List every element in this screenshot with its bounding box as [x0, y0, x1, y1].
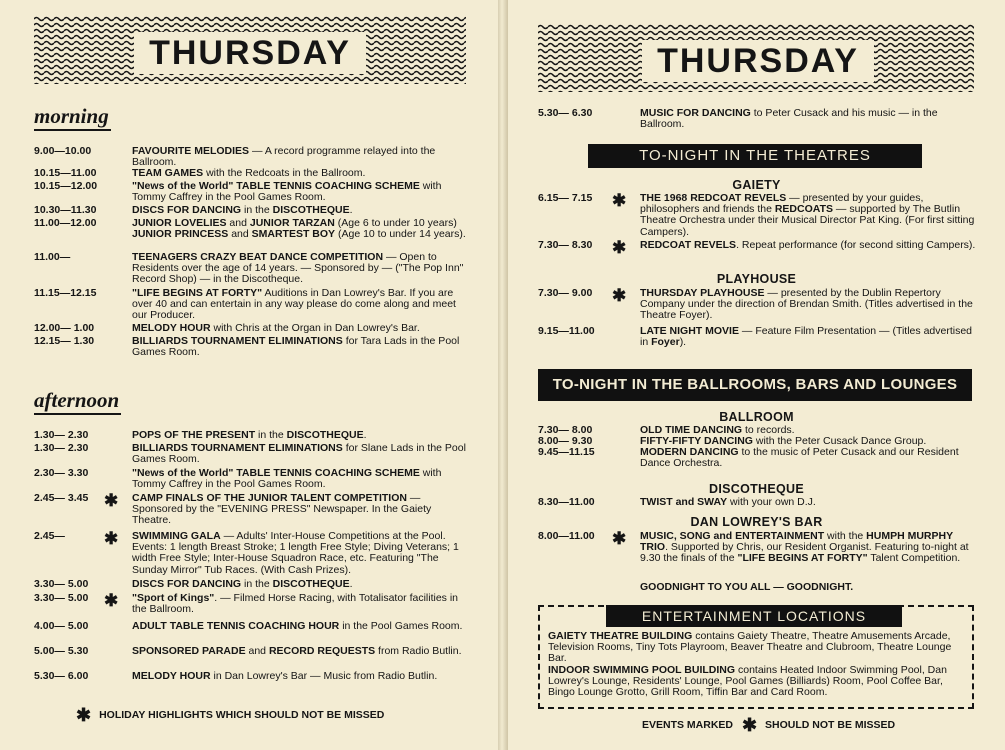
time-label: 5.30— 6.30: [538, 107, 593, 119]
page-title: THURSDAY: [134, 32, 366, 74]
time-label: 1.30— 2.30: [34, 429, 89, 441]
ballrooms-banner: TO-NIGHT IN THE BALLROOMS, BARS AND LOUNGES: [538, 369, 972, 401]
time-label: 3.30— 5.00: [34, 592, 89, 604]
asterisk-star-icon: ✱: [76, 705, 92, 725]
event-description: DISCS FOR DANCING in the DISCOTHEQUE.: [132, 204, 353, 216]
time-label: 9.15—11.00: [538, 325, 595, 337]
time-label: 8.00—11.00: [538, 530, 595, 542]
locations-box: [538, 605, 974, 709]
time-label: 2.45— 3.45: [34, 492, 89, 504]
event-description: "News of the World" TABLE TENNIS COACHING SCHEME with Tommy Caffrey in the Pool Games Room.: [132, 467, 442, 491]
time-label: 8.00— 9.30: [538, 435, 593, 447]
right-page: [508, 0, 1005, 750]
time-label: 2.45—: [34, 530, 65, 542]
time-label: 8.30—11.00: [538, 496, 595, 508]
book-gutter: [498, 0, 508, 750]
discotheque-venue: DISCOTHEQUE: [709, 482, 804, 496]
playhouse-venue: PLAYHOUSE: [716, 272, 797, 286]
event-description: DISCS FOR DANCING in the DISCOTHEQUE.: [132, 578, 353, 590]
time-label: 9.45—11.15: [538, 446, 595, 458]
asterisk-star-icon: ✱: [612, 238, 627, 257]
left-banner: [34, 16, 466, 84]
event-description: OLD TIME DANCING to records.: [640, 424, 795, 436]
event-description: SPONSORED PARADE and RECORD REQUESTS from Radio Butlin.: [132, 645, 462, 657]
asterisk-star-icon: ✱: [104, 529, 119, 548]
time-label: 10.15—12.00: [34, 180, 98, 192]
event-description: THURSDAY PLAYHOUSE — presented by the Dublin Repertory Company under the direction of Brendan Smith. (Titles advertised in the Theatre Foyer).: [640, 287, 973, 322]
time-label: 7.30— 8.30: [538, 239, 593, 251]
event-description: "LIFE BEGINS AT FORTY" Auditions in Dan Lowrey's Bar. If you are over 40 and can entertain in any way please do come along and meet our Producer.: [132, 287, 456, 322]
event-description: MUSIC, SONG and ENTERTAINMENT with the HUMPH MURPHY TRIO. Supported by Chris, our Resident Organist. Featuring to-night at 9.30 the finals of the "LIFE BEGINS AT FORTY" Talent Competition.: [640, 530, 969, 565]
morning-heading: morning: [34, 104, 111, 131]
time-label: 11.15—12.15: [34, 287, 97, 299]
event-description: ADULT TABLE TENNIS COACHING HOUR in the Pool Games Room.: [132, 620, 463, 632]
time-label: 3.30— 5.00: [34, 578, 89, 590]
asterisk-star-icon: ✱: [104, 491, 119, 510]
time-label: 2.30— 3.30: [34, 467, 89, 479]
theatres-banner: TO-NIGHT IN THE THEATRES: [588, 144, 922, 168]
asterisk-star-icon: ✱: [612, 286, 627, 305]
event-description: "Sport of Kings". — Filmed Horse Racing, with Totalisator facilities in the Ballroom.: [132, 592, 459, 616]
asterisk-star-icon: ✱: [612, 529, 627, 548]
gaiety-venue: GAIETY: [732, 178, 781, 192]
event-description: FAVOURITE MELODIES — A record programme relayed into the Ballroom.: [132, 145, 436, 169]
event-description: POPS OF THE PRESENT in the DISCOTHEQUE.: [132, 429, 367, 441]
right-banner: [538, 24, 974, 92]
asterisk-star-icon: ✱: [741, 715, 758, 735]
time-label: 1.30— 2.30: [34, 442, 89, 454]
events-footer: EVENTS MARKED ✱ SHOULD NOT BE MISSED: [642, 715, 896, 735]
highlights-footer: ✱ HOLIDAY HIGHLIGHTS WHICH SHOULD NOT BE MISSED: [76, 705, 385, 725]
page-title: THURSDAY: [642, 40, 874, 82]
afternoon-heading: afternoon: [34, 388, 121, 415]
event-description: BILLIARDS TOURNAMENT ELIMINATIONS for Slane Lads in the Pool Games Room.: [132, 442, 466, 466]
time-label: 10.30—11.30: [34, 204, 97, 216]
time-label: 10.15—11.00: [34, 167, 97, 179]
event-description: SWIMMING GALA — Adults' Inter-House Competitions at the Pool. Events: 1 length Breast Stroke; 1 length Free Style; Diving Veterans; 1 width Free Style; Inter-House Squadron Race, etc. Featuring "The Sunday Mirror" Tub Races. (With Cash Prizes).: [132, 530, 459, 576]
time-label: 11.00—12.00: [34, 217, 97, 229]
asterisk-star-icon: ✱: [104, 591, 119, 610]
left-page: [0, 0, 498, 750]
event-description: REDCOAT REVELS. Repeat performance (for second sitting Campers).: [640, 239, 976, 251]
event-description: MUSIC FOR DANCING to Peter Cusack and his music — in the Ballroom.: [640, 107, 938, 131]
event-description: BILLIARDS TOURNAMENT ELIMINATIONS for Tara Lads in the Pool Games Room.: [132, 335, 460, 359]
time-label: 4.00— 5.00: [34, 620, 89, 632]
event-description: TEAM GAMES with the Redcoats in the Ballroom.: [132, 167, 366, 179]
dan-lowreys-venue: DAN LOWREY'S BAR: [690, 515, 823, 529]
time-label: 9.00—10.00: [34, 145, 92, 157]
time-label: 5.30— 6.00: [34, 670, 89, 682]
event-description: MODERN DANCING to the music of Peter Cusack and our Resident Dance Orchestra.: [640, 446, 959, 470]
event-description: TEENAGERS CRAZY BEAT DANCE COMPETITION — Open to Residents over the age of 14 years. — Sponsored by — ("The Pop Inn" Record Shop) — in the Discotheque.: [132, 251, 464, 286]
time-label: 7.30— 9.00: [538, 287, 593, 299]
time-label: 5.00— 5.30: [34, 645, 89, 657]
event-description: MELODY HOUR in Dan Lowrey's Bar — Music from Radio Butlin.: [132, 670, 438, 682]
time-label: 11.00—: [34, 251, 71, 263]
time-label: 12.00— 1.00: [34, 322, 95, 334]
time-label: 6.15— 7.15: [538, 192, 593, 204]
event-description: MELODY HOUR with Chris at the Organ in Dan Lowrey's Bar.: [132, 322, 420, 334]
locations-title: ENTERTAINMENT LOCATIONS: [606, 605, 902, 627]
event-description: CAMP FINALS OF THE JUNIOR TALENT COMPETITION — Sponsored by the "EVENING PRESS" Newspaper. In the Gaiety Theatre.: [132, 492, 432, 527]
asterisk-star-icon: ✱: [612, 191, 627, 210]
time-label: 12.15— 1.30: [34, 335, 95, 347]
locations-text: GAIETY THEATRE BUILDING contains Gaiety Theatre, Theatre Amusements Arcade, Television Rooms, Tiny Tots Playroom, Beaver Theatre and Clubroom, Theatre Lounge Bar. INDOOR SWIMMING POOL BUILDING contains Heated Indoor Swimming Pool, Dan Lowrey's Lounge, Residents' Lounge, Pool Games (Billiards) Room, Pool Coffee Bar, Bingo Lounge Grotto, Grill Room, Tiffin Bar and Card Room.: [548, 630, 952, 699]
event-description: "News of the World" TABLE TENNIS COACHING SCHEME with Tommy Caffrey in the Pool Games Room.: [132, 180, 442, 204]
event-description: LATE NIGHT MOVIE — Feature Film Presentation — (Titles advertised in Foyer).: [640, 325, 973, 349]
event-description: TWIST and SWAY with your own D.J.: [640, 496, 816, 508]
event-description: FIFTY-FIFTY DANCING with the Peter Cusack Dance Group.: [640, 435, 927, 447]
time-label: 7.30— 8.00: [538, 424, 593, 436]
ballroom-venue: BALLROOM: [719, 410, 794, 424]
goodnight-text: GOODNIGHT TO YOU ALL — GOODNIGHT.: [640, 581, 854, 593]
event-description: JUNIOR LOVELIES and JUNIOR TARZAN (Age 6 to under 10 years) JUNIOR PRINCESS and SMARTEST BOY (Age 10 to under 14 years).: [132, 217, 466, 241]
event-description: THE 1968 REDCOAT REVELS — presented by your guides, philosophers and friends the REDCOATS — supported by The Butlin Theatre Orchestra under their Musical Director Pat King. (For first sitting Campers).: [640, 192, 975, 238]
